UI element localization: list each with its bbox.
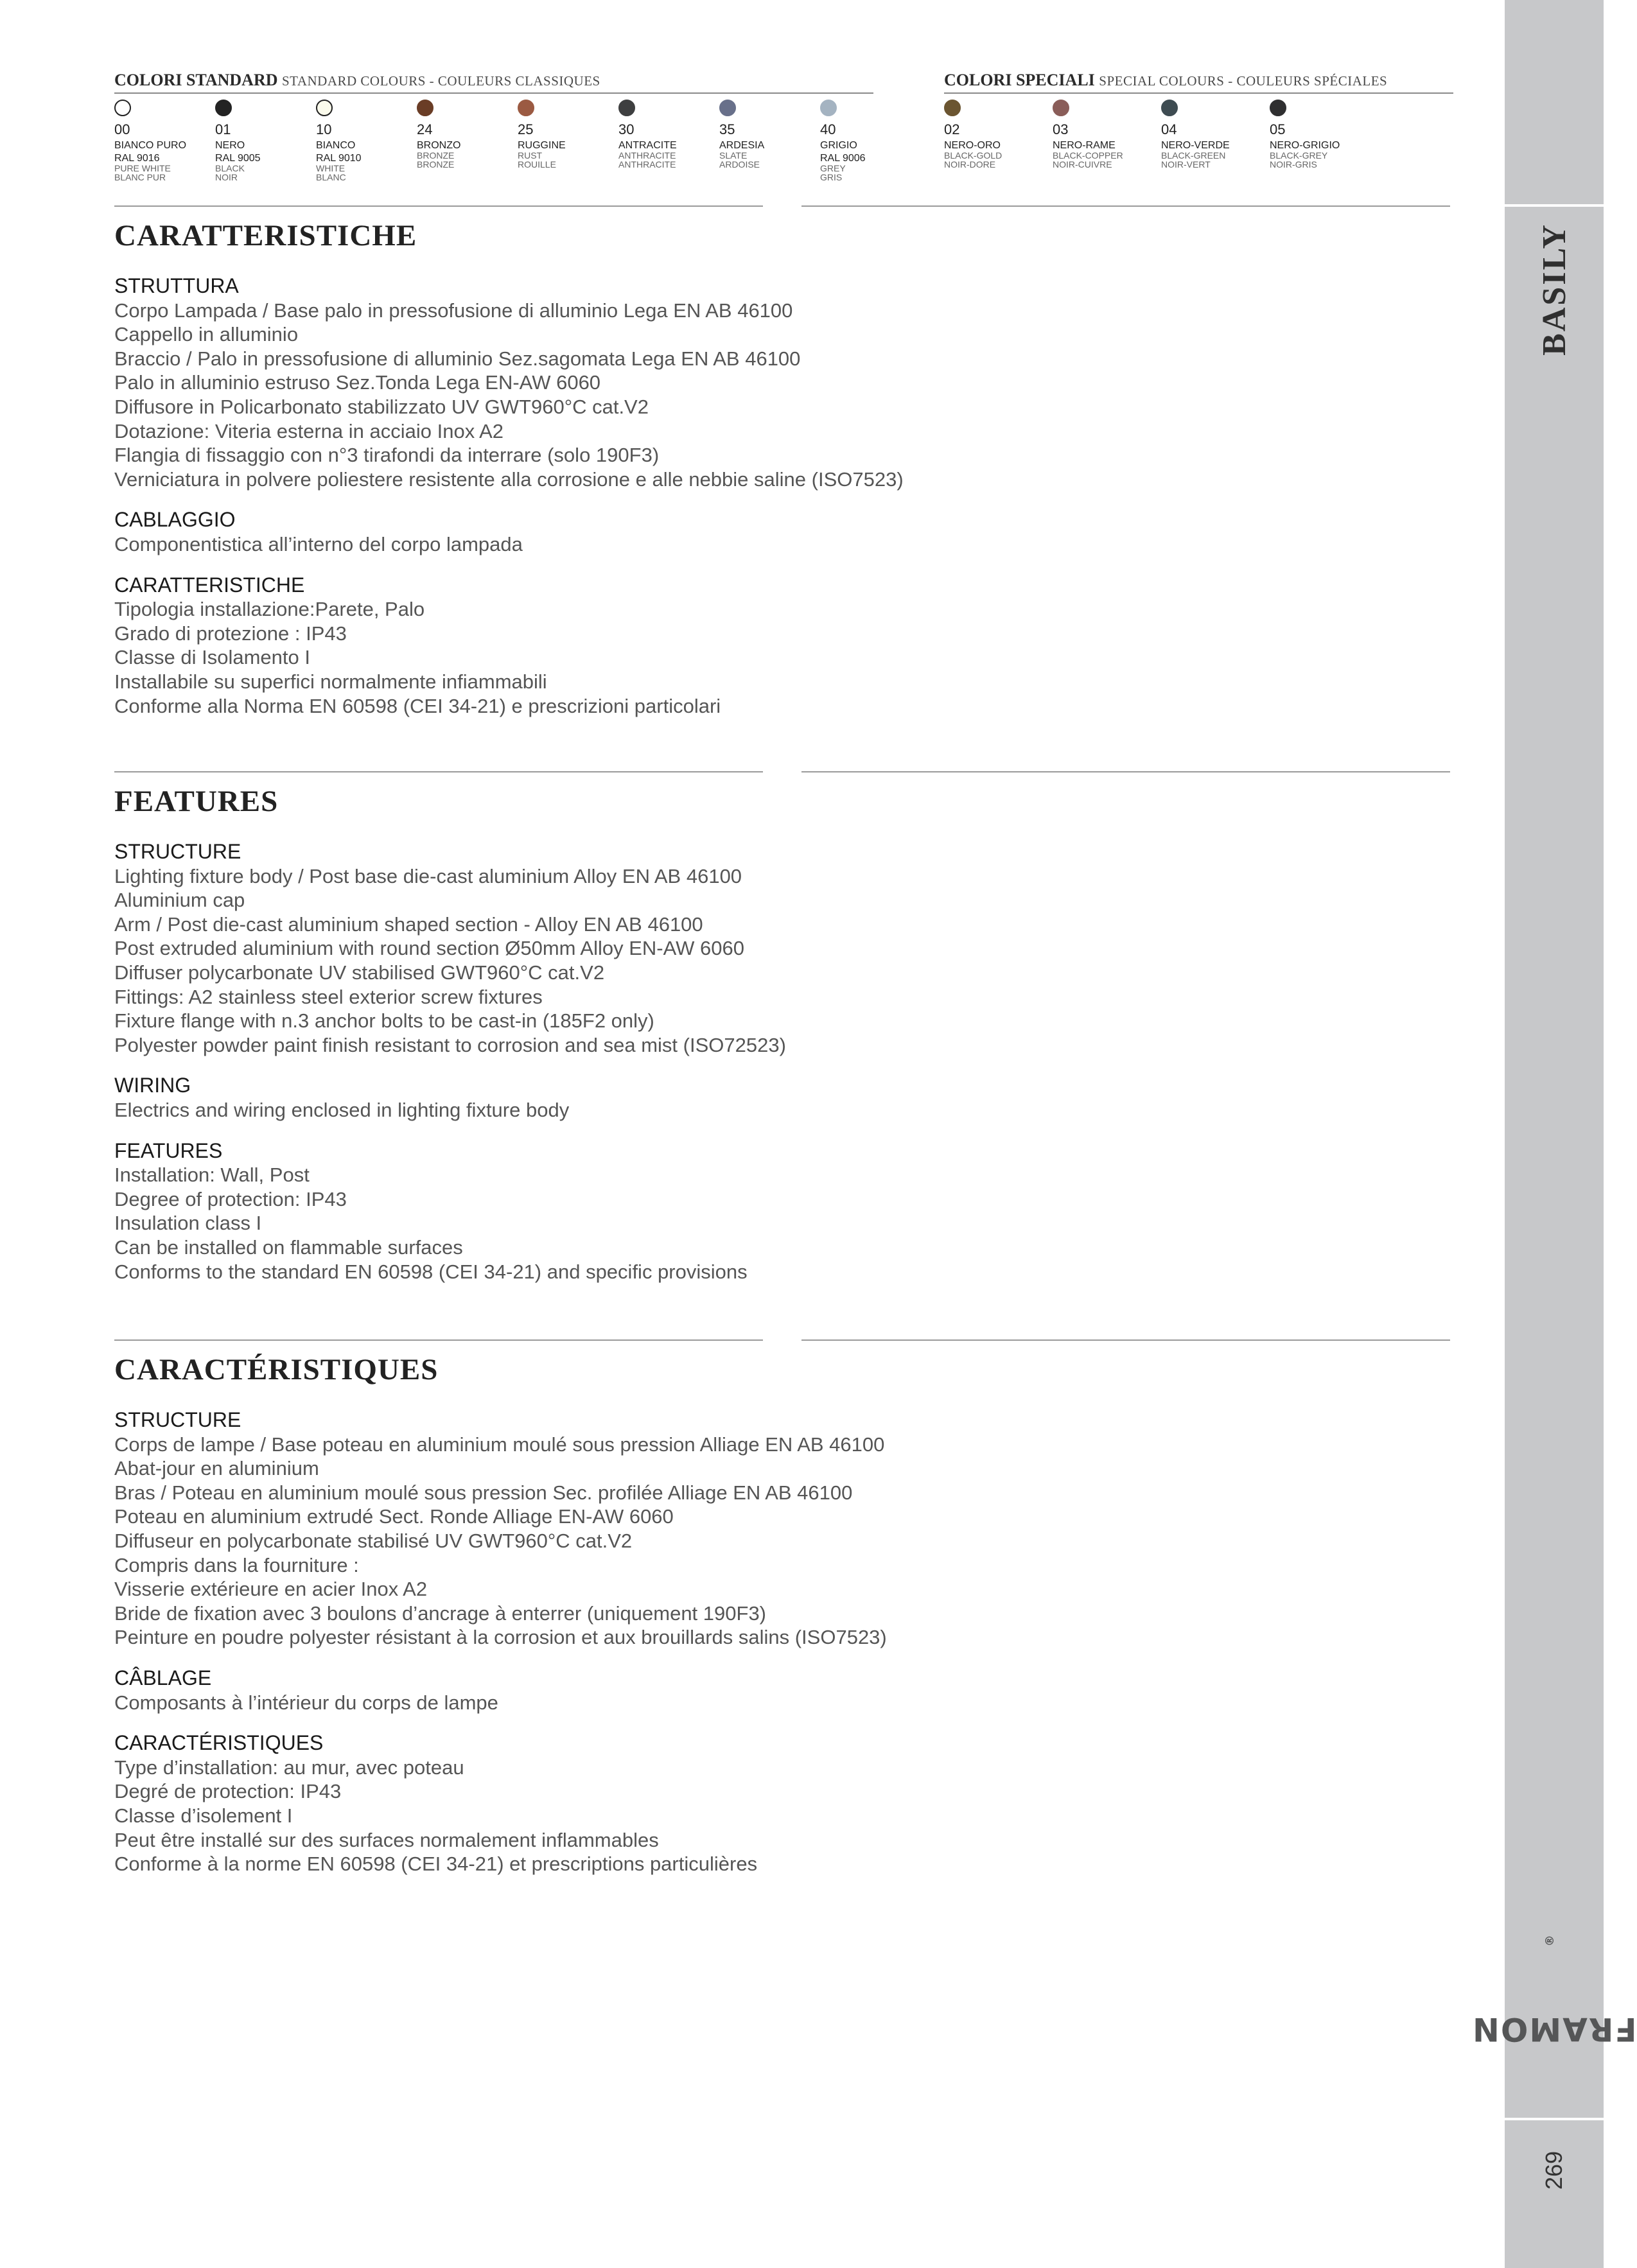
colour-swatch: [1053, 100, 1149, 169]
spec-line: Classe d’isolement I: [114, 1804, 293, 1827]
spec-line: Lighting fixture body / Post base die-cast aluminium Alloy EN AB 46100: [114, 864, 742, 887]
spec-line: Degree of protection: IP43: [114, 1187, 347, 1210]
colour-name: NERO-VERDE: [1161, 140, 1230, 151]
colour-dot: [518, 100, 534, 116]
page-number: 269: [1540, 2150, 1567, 2190]
colour-code: 35: [719, 121, 735, 137]
colour-name: GRIGIO: [820, 140, 857, 151]
colour-swatch: [518, 100, 614, 169]
colour-chart: [114, 71, 1453, 207]
colour-ral: RAL 9006: [820, 153, 866, 164]
spec-line: Conforme à la norme EN 60598 (CEI 34-21) et prescriptions particulières: [114, 1853, 758, 1876]
spec-line: Conforme alla Norma EN 60598 (CEI 34-21) e prescrizioni particolari: [114, 694, 721, 717]
spec-line: Polyester powder paint finish resistant to corrosion and sea mist (ISO72523): [114, 1033, 786, 1056]
divider-line: [114, 771, 763, 772]
colour-swatch: [114, 100, 211, 182]
colour-code: 01: [215, 121, 231, 137]
colour-name: ARDESIA: [719, 140, 765, 151]
spec-line: Compris dans la fourniture :: [114, 1553, 359, 1576]
spec-line: Fittings: A2 stainless steel exterior screw fixtures: [114, 985, 543, 1008]
spec-line: Corps de lampe / Base poteau en aluminium moulé sous pression Alliage EN AB 46100: [114, 1433, 885, 1456]
spec-line: Conforms to the standard EN 60598 (CEI 34-21) and specific provisions: [114, 1260, 748, 1283]
colour-name-en: RUST: [518, 150, 543, 161]
colour-name-fr: NOIR-CUIVRE: [1053, 159, 1112, 170]
colour-ral: RAL 9010: [316, 153, 362, 164]
spec-line: Diffuser polycarbonate UV stabilised GWT960°C cat.V2: [114, 961, 605, 984]
colour-dot: [719, 100, 736, 116]
subsection-heading: STRUCTURE: [114, 1408, 241, 1431]
colour-name-en: GREY: [820, 163, 846, 173]
colour-name-en: SLATE: [719, 150, 748, 161]
colour-code: 25: [518, 121, 534, 137]
colour-code: 40: [820, 121, 836, 137]
divider-line: [114, 205, 763, 207]
colour-swatch: [944, 100, 1040, 169]
colour-name-fr: BLANC: [316, 172, 346, 182]
colour-code: 02: [944, 121, 960, 137]
colour-name-fr: NOIR-GRIS: [1270, 159, 1317, 170]
colour-name-fr: NOIR: [215, 172, 238, 182]
brand-logo: FRAMON®: [1471, 1933, 1637, 2048]
spec-line: Corpo Lampada / Base palo in pressofusione di alluminio Lega EN AB 46100: [114, 299, 793, 322]
colour-code: 05: [1270, 121, 1286, 137]
colour-code: 04: [1161, 121, 1177, 137]
series-name: BASILY: [1536, 222, 1573, 356]
section-features: [114, 782, 1270, 1284]
colour-name-fr: BLANC PUR: [114, 172, 166, 182]
colour-dot: [820, 100, 837, 116]
spec-line: Tipologia installazione:Parete, Palo: [114, 598, 425, 621]
colour-dot: [1053, 100, 1069, 116]
special-colours: [944, 71, 1453, 170]
subsection-heading: STRUTTURA: [114, 274, 239, 297]
spec-line: Electrics and wiring enclosed in lighting fixture body: [114, 1098, 570, 1121]
spec-line: Diffusore in Policarbonato stabilizzato UV GWT960°C cat.V2: [114, 395, 649, 418]
colour-ral: RAL 9016: [114, 153, 160, 164]
colour-name: RUGGINE: [518, 140, 566, 151]
spec-line: Composants à l’intérieur du corps de lampe: [114, 1691, 498, 1714]
colour-code: 03: [1053, 121, 1069, 137]
colour-dot: [114, 100, 131, 116]
standard-colours: [114, 71, 873, 182]
colour-swatch: [719, 100, 816, 169]
standard-colours-heading: COLORI STANDARD STANDARD COLOURS - COULEURS CLASSIQUES: [114, 71, 873, 94]
colour-code: 30: [618, 121, 635, 137]
spec-line: Diffuseur en polycarbonate stabilisé UV GWT960°C cat.V2: [114, 1529, 633, 1552]
spec-line: Bride de fixation avec 3 boulons d’ancrage à enterrer (uniquement 190F3): [114, 1601, 767, 1625]
colour-ral: RAL 9005: [215, 153, 261, 164]
divider-line: [114, 1339, 763, 1341]
spec-line: Visserie extérieure en acier Inox A2: [114, 1578, 428, 1601]
sidebar-divider: [1505, 2118, 1604, 2120]
colour-dot: [215, 100, 232, 116]
colour-name-en: PURE WHITE: [114, 163, 171, 173]
spec-line: Verniciatura in polvere poliestere resistente alla corrosione e alle nebbie saline (ISO7523): [114, 467, 904, 491]
colour-name-en: WHITE: [316, 163, 346, 173]
colour-name: NERO: [215, 140, 245, 151]
colour-code: 24: [417, 121, 433, 137]
spec-line: Type d’installation: au mur, avec poteau: [114, 1756, 464, 1779]
colour-swatch: [618, 100, 715, 169]
colour-name-fr: ROUILLE: [518, 159, 556, 170]
colour-name-en: BLACK-GREEN: [1161, 150, 1226, 161]
subsection-heading: CABLAGGIO: [114, 508, 236, 532]
spec-line: Flangia di fissaggio con n°3 tirafondi da interrare (solo 190F3): [114, 444, 660, 467]
colour-dot: [1270, 100, 1286, 116]
colour-code: 10: [316, 121, 332, 137]
spec-line: Braccio / Palo in pressofusione di alluminio Sez.sagomata Lega EN AB 46100: [114, 347, 801, 370]
spec-line: Bras / Poteau en aluminium moulé sous pression Sec. profilée Alliage EN AB 46100: [114, 1481, 853, 1504]
colour-name-fr: ARDOISE: [719, 159, 760, 170]
subsection-heading: FEATURES: [114, 1138, 223, 1162]
sidebar: [1471, 0, 1637, 2268]
spec-line: Post extruded aluminium with round section Ø50mm Alloy EN-AW 6060: [114, 937, 744, 960]
spec-line: Installabile su superfici normalmente infiammabili: [114, 670, 547, 693]
colour-name-en: BLACK-GREY: [1270, 150, 1328, 161]
subsection-heading: STRUCTURE: [114, 840, 241, 863]
colour-name-en: BLACK-GOLD: [944, 150, 1002, 161]
section-caratteristiche: [114, 216, 1270, 718]
colour-swatch: [1161, 100, 1257, 169]
colour-swatch: [820, 100, 916, 182]
spec-line: Classe di Isolamento I: [114, 646, 310, 669]
section-title: CARACTÉRISTIQUES: [114, 1353, 439, 1386]
colour-name-fr: GRIS: [820, 172, 843, 182]
spec-line: Grado di protezione : IP43: [114, 622, 347, 645]
colour-dot: [1161, 100, 1178, 116]
colour-swatch: [215, 100, 311, 182]
spec-line: Abat-jour en aluminium: [114, 1457, 319, 1480]
colour-name: NERO-ORO: [944, 140, 1001, 151]
colour-dot: [316, 100, 333, 116]
spec-line: Arm / Post die-cast aluminium shaped section - Alloy EN AB 46100: [114, 912, 703, 936]
spec-line: Cappello in alluminio: [114, 323, 299, 346]
spec-line: Degré de protection: IP43: [114, 1780, 342, 1803]
divider-line: [801, 771, 1450, 772]
colour-dot: [417, 100, 433, 116]
colour-name-en: ANTHRACITE: [618, 150, 676, 161]
colour-dot: [618, 100, 635, 116]
spec-line: Peut être installé sur des surfaces normalement inflammables: [114, 1828, 659, 1851]
spec-line: Poteau en aluminium extrudé Sect. Ronde Alliage EN-AW 6060: [114, 1505, 674, 1528]
colour-swatch: [316, 100, 412, 182]
colour-name-fr: BRONZE: [417, 159, 455, 170]
colour-name: BRONZO: [417, 140, 461, 151]
divider-line: [801, 205, 1450, 207]
colour-name-fr: NOIR-VERT: [1161, 159, 1211, 170]
colour-name-en: BLACK: [215, 163, 245, 173]
colour-name: BIANCO: [316, 140, 356, 151]
spec-line: Fixture flange with n.3 anchor bolts to be cast-in (185F2 only): [114, 1009, 654, 1033]
spec-line: Palo in alluminio estruso Sez.Tonda Lega EN-AW 6060: [114, 371, 601, 394]
colour-swatch: [1270, 100, 1366, 169]
colour-name-fr: NOIR-DORE: [944, 159, 996, 170]
colour-name-en: BLACK-COPPER: [1053, 150, 1123, 161]
spec-line: Installation: Wall, Post: [114, 1164, 310, 1187]
divider-line: [801, 1339, 1450, 1341]
sidebar-divider: [1505, 204, 1604, 207]
colour-name: NERO-RAME: [1053, 140, 1116, 151]
colour-name: NERO-GRIGIO: [1270, 140, 1340, 151]
colour-name: BIANCO PURO: [114, 140, 187, 151]
colour-code: 00: [114, 121, 130, 137]
colour-name-fr: ANTHRACITE: [618, 159, 676, 170]
section-caracteristiques: [114, 1350, 1270, 1876]
subsection-heading: CARATTERISTICHE: [114, 573, 305, 597]
colour-name-en: BRONZE: [417, 150, 455, 161]
spec-line: Componentistica all’interno del corpo lampada: [114, 532, 523, 555]
subsection-heading: WIRING: [114, 1074, 191, 1097]
section-title: FEATURES: [114, 785, 279, 818]
colour-dot: [944, 100, 961, 116]
spec-line: Peinture en poudre polyester résistant à la corrosion et aux brouillards salins (ISO7523): [114, 1626, 887, 1649]
spec-line: Can be installed on flammable surfaces: [114, 1235, 463, 1259]
section-title: CARATTERISTICHE: [114, 219, 417, 252]
colour-swatch: [417, 100, 513, 169]
spec-line: Insulation class I: [114, 1212, 262, 1235]
special-colours-heading: COLORI SPECIALI SPECIAL COLOURS - COULEURS SPÉCIALES: [944, 71, 1453, 94]
subsection-heading: CARACTÉRISTIQUES: [114, 1731, 324, 1755]
colour-name: ANTRACITE: [618, 140, 677, 151]
subsection-heading: CÂBLAGE: [114, 1666, 212, 1689]
spec-line: Aluminium cap: [114, 889, 245, 912]
spec-line: Dotazione: Viteria esterna in acciaio Inox A2: [114, 419, 504, 442]
